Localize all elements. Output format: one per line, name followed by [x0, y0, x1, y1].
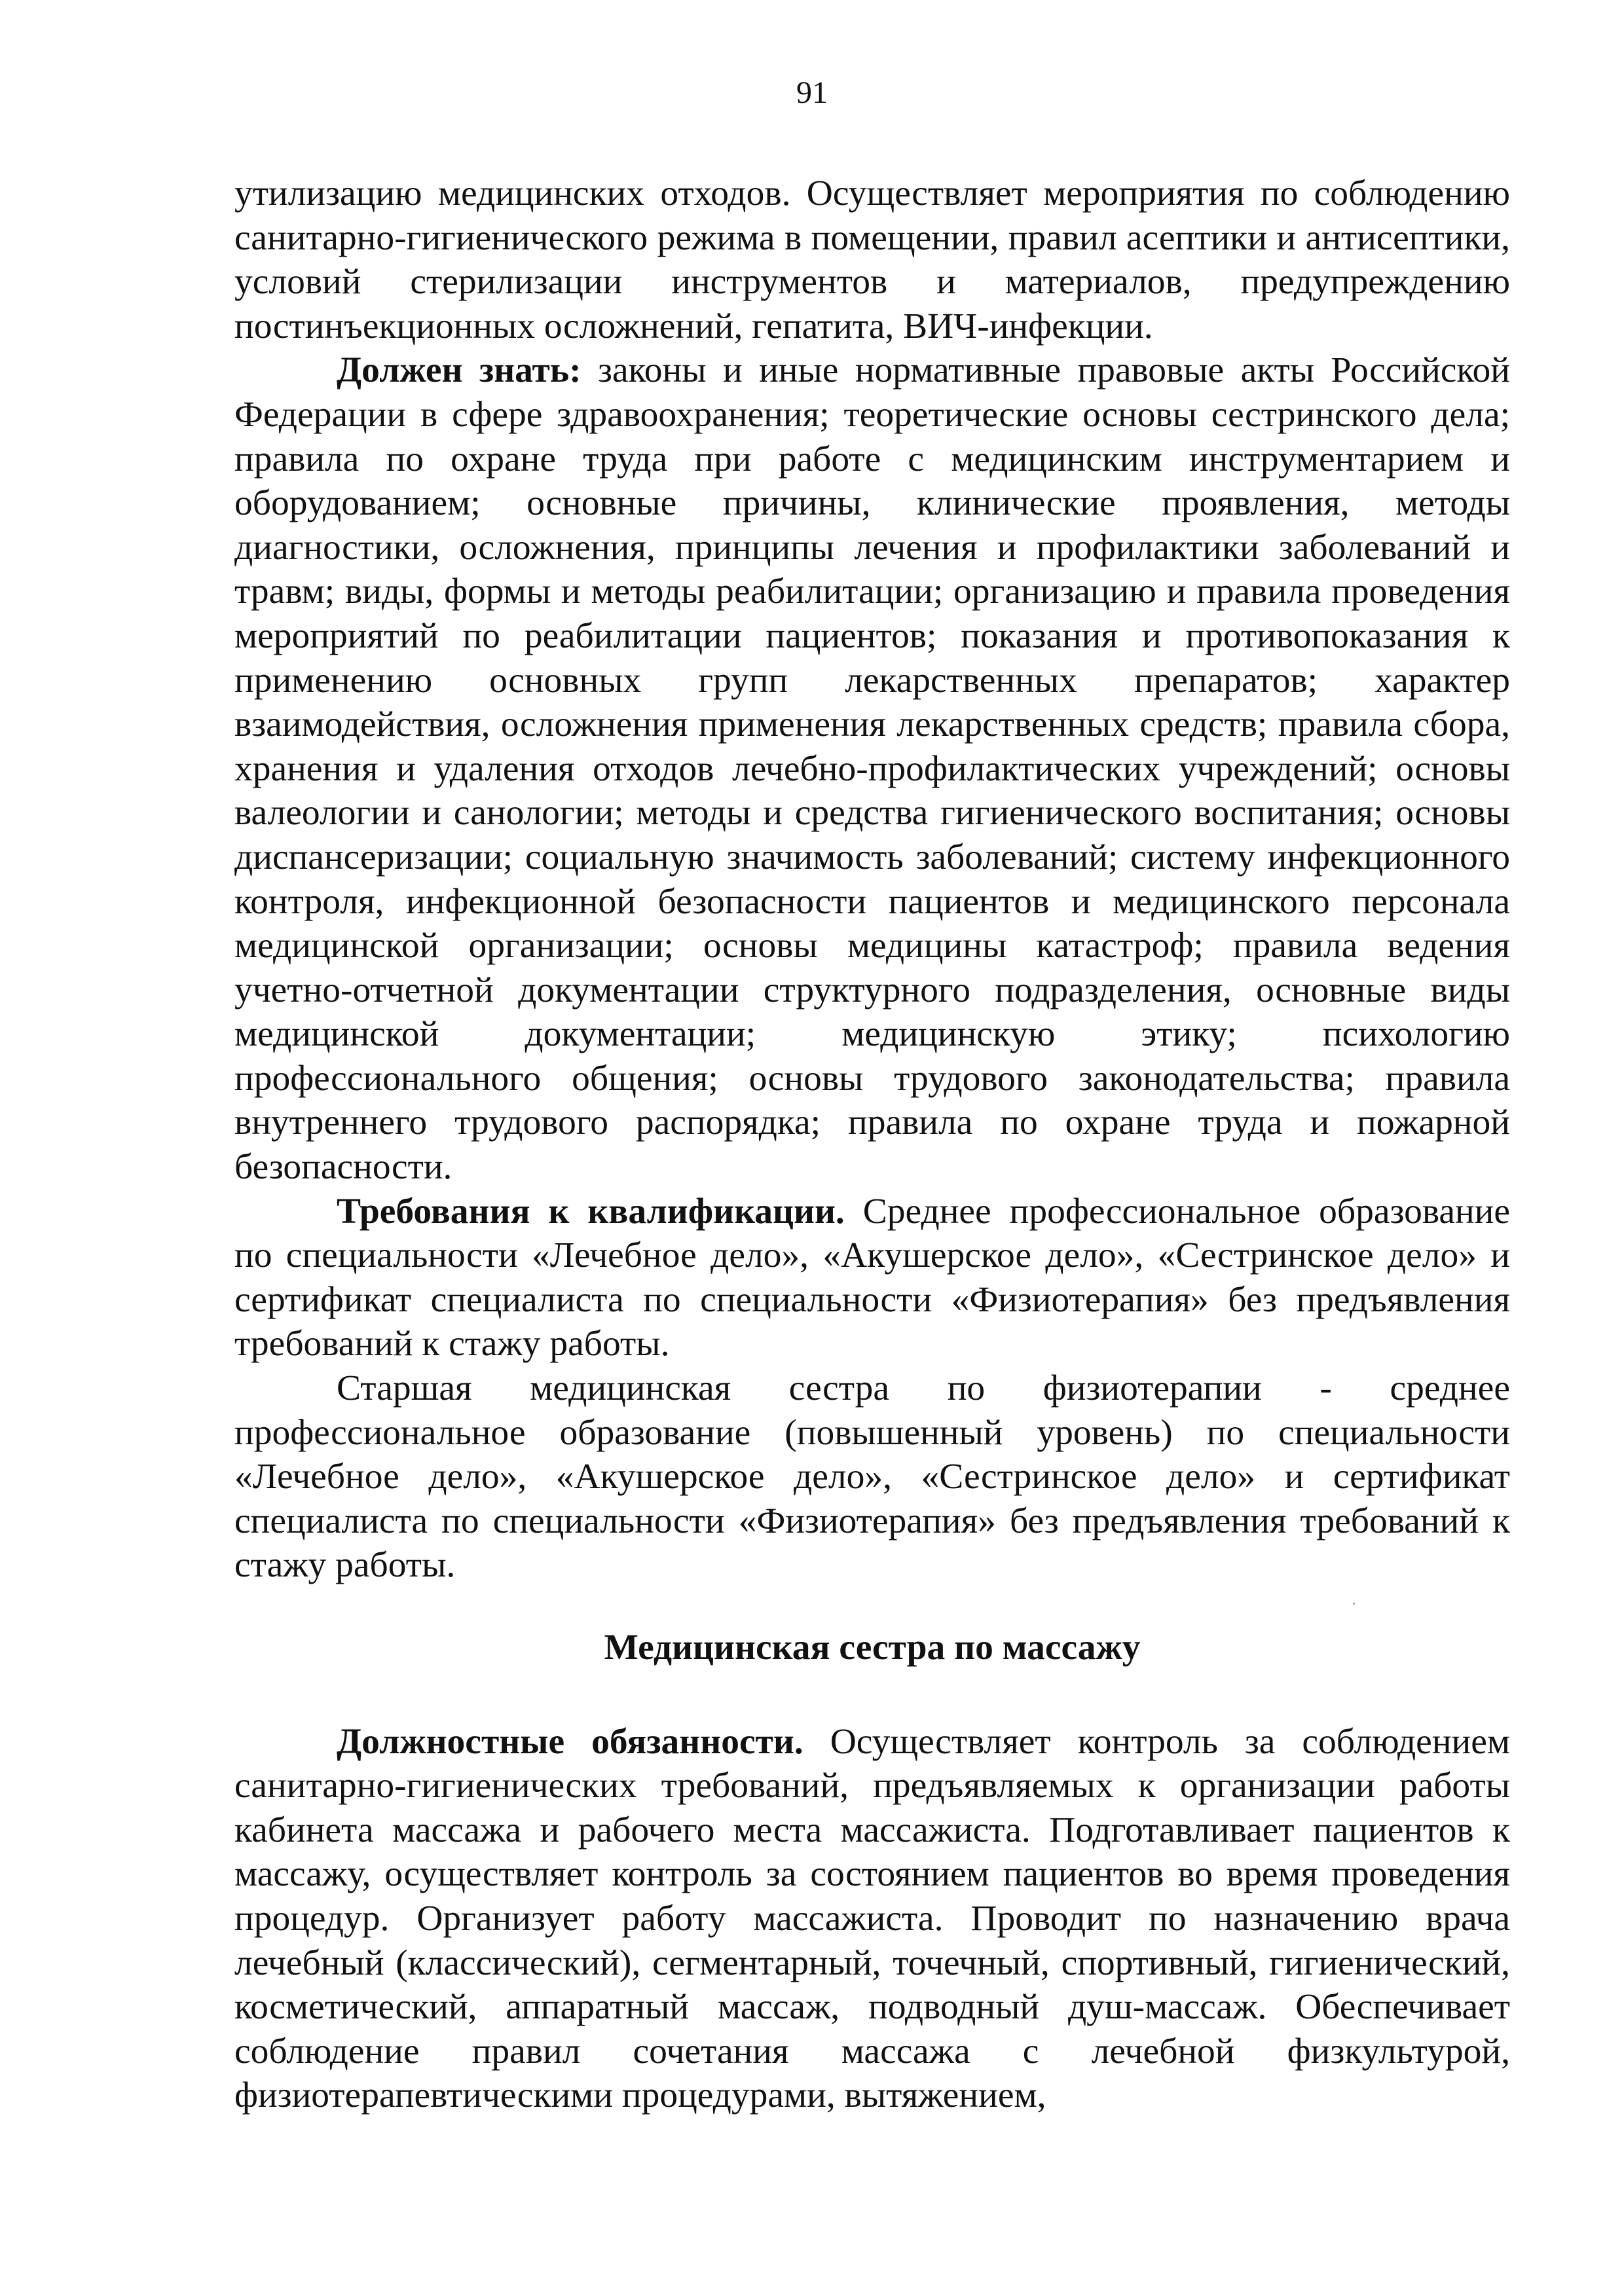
scan-speck [1353, 1603, 1355, 1605]
continuation-paragraph: утилизацию медицинских отходов. Осуществляет мероприятия по соблюдению санитарно-гигиенического режима в помещении, правил асептики и антисептики, условий стерилизации инструментов и материалов, предупреждению постинъекционных осложнений, гепатита, ВИЧ-инфекции. [234, 173, 1510, 346]
qualification-paragraph [234, 1190, 1510, 1366]
knowledge-lead: Должен знать: [337, 350, 581, 391]
duties-text: Осуществляет контроль за соблюдением санитарно-гигиенических требований, предъявляемых к организации работы кабинета массажа и рабочего места массажиста. Подготавливает пациентов к массажу, осуществляет контроль за состоянием пациентов во время проведения процедур. Организует работу массажиста. Проводит по назначению врача лечебный (классический), сегментарный, точечный, спортивный, гигиенический, косметический, аппаратный массаж, подводный душ-массаж. Обеспечивает соблюдение правил сочетания массажа с лечебной физкультурой, физиотерапевтическими процедурами, вытяжением, [234, 1721, 1510, 2116]
knowledge-text: законы и иные нормативные правовые акты Российской Федерации в сфере здравоохранения; теоретические основы сестринского дела; правила по охране труда при работе с медицинским инструментарием и оборудованием; основные причины, клинические проявления, методы диагностики, осложнения, принципы лечения и профилактики заболеваний и травм; виды, формы и методы реабилитации; организацию и правила проведения мероприятий по реабилитации пациентов; показания и противопоказания к применению основных групп лекарственных препаратов; характер взаимодействия, осложнения применения лекарственных средств; правила сбора, хранения и удаления отходов лечебно-профилактических учреждений; основы валеологии и санологии; методы и средства гигиенического воспитания; основы диспансеризации; социальную значимость заболеваний; систему инфекционного контроля, инфекционной безопасности пациентов и медицинского персонала медицинской организации; основы медицины катастроф; правила ведения учетно-отчетной документации структурного подразделения, основные виды медицинской документации; медицинскую этику; психологию профессионального общения; основы трудового законодательства; правила внутреннего трудового распорядка; правила по охране труда и пожарной безопасности. [234, 350, 1510, 1188]
qualification-text: Среднее профессиональное образование по специальности «Лечебное дело», «Акушерское дело», «Сестринское дело» и сертификат специалиста по специальности «Физиотерапия» без предъявления требований к стажу работы. [234, 1191, 1510, 1364]
knowledge-paragraph [234, 348, 1510, 1189]
qualification-lead: Требования к квалификации. [337, 1191, 845, 1231]
duties-lead: Должностные обязанности. [337, 1721, 803, 1762]
document-body [234, 172, 1510, 2118]
senior-nurse-paragraph: Старшая медицинская сестра по физиотерапии - среднее профессиональное образование (повышенный уровень) по специальности «Лечебное дело», «Акушерское дело», «Сестринское дело» и сертификат специалиста по специальности «Физиотерапия» без предъявления требований к стажу работы. [234, 1368, 1510, 1586]
page-number: 91 [796, 75, 828, 110]
duties-paragraph [234, 1720, 1510, 2118]
section-title: Медицинская сестра по массажу [604, 1628, 1141, 1667]
